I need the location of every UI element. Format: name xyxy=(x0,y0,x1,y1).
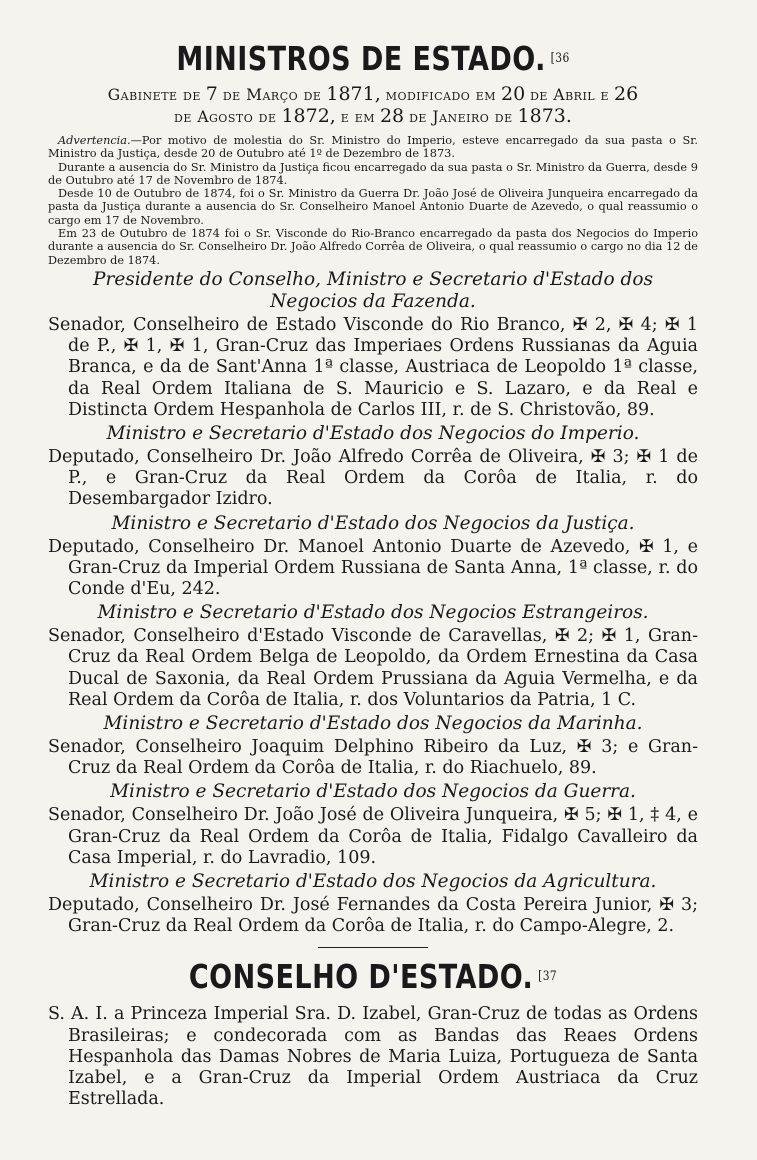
minister-entry: Deputado, Conselheiro Dr. José Fernandes da Costa Pereira Junior, ✠ 3; Gran-Cruz da Real Ordem da Corôa de Italia, r. do Campo-Alegre, 2. xyxy=(48,895,698,937)
advertencia-paragraph: Em 23 de Outubro de 1874 foi o Sr. Visconde do Rio-Branco encarregado da pasta dos Negocios do Imperio durante a ausencia do Sr. Conselheiro Dr. João Alfredo Corrêa de Oliveira, o qual reassumio o cargo no dia 12 de Dezembro de 1874. xyxy=(48,227,698,267)
ministry-title: Ministro e Secretario d'Estado dos Negocios da Marinha. xyxy=(103,713,643,735)
heading-text: MINISTROS DE ESTADO. xyxy=(176,39,546,78)
minister-entry: Senador, Conselheiro Dr. João José de Oliveira Junqueira, ✠ 5; ✠ 1, ‡ 4, e Gran-Cruz da Real Ordem da Corôa de Italia, Fidalgo Cavalleiro da Casa Imperial, r. do Lavradio, 109. xyxy=(48,805,698,868)
cabinet-number: 1872, xyxy=(281,105,336,127)
ministry-block xyxy=(48,713,698,779)
ministry-title: Ministro e Secretario d'Estado dos Negocios Estrangeiros. xyxy=(97,602,649,624)
advertencia-paragraph: Desde 10 de Outubro de 1874, foi o Sr. Ministro da Guerra Dr. João José de Oliveira Junqueira encarregado da pasta da Justiça durante a ausencia do Sr. Conselheiro Manoel Antonio Duarte de Azevedo, o qual reassumio o cargo em 17 de Novembro. xyxy=(48,187,698,227)
cabinet-text: de Abril e xyxy=(530,86,610,104)
ministry-title: Ministro e Secretario d'Estado dos Negocios da Agricultura. xyxy=(89,871,657,893)
ministry-block xyxy=(48,269,698,421)
cabinet-text: de Agosto de xyxy=(174,108,277,126)
cabinet-number: 1871, xyxy=(326,83,381,105)
ministry-title: Ministro e Secretario d'Estado dos Negocios da Justiça. xyxy=(111,512,635,534)
advertencia-paragraph: Durante a ausencia do Sr. Ministro da Justiça ficou encarregado da sua pasta o Sr. Ministro da Guerra, desde 9 de Outubro até 17 de Novembro de 1874. xyxy=(48,160,698,187)
page-reference: [37 xyxy=(538,969,558,985)
cabinet-text: de Janeiro de xyxy=(409,108,513,126)
cabinet-text: e em xyxy=(340,108,376,126)
cabinet-number: 26 xyxy=(614,83,639,105)
advertencia-text: —Por motivo de molestia do Sr. Ministro do Imperio, esteve encarregado da sua pasta o Sr. Ministro da Justiça, desde 20 de Outubro até 1º de Dezembro de 1873. xyxy=(48,134,698,161)
ministry-block xyxy=(48,602,698,711)
section-divider xyxy=(318,947,428,948)
ministry-block xyxy=(48,423,698,511)
cabinet-text: Gabinete de xyxy=(107,86,201,104)
cabinet-number: 28 xyxy=(379,105,405,127)
minister-entry: Deputado, Conselheiro Dr. Manoel Antonio Duarte de Azevedo, ✠ 1, e Gran-Cruz da Imperial Ordem Russiana de Santa Anna, 1ª classe, r. do Conde d'Eu, 242. xyxy=(48,536,698,599)
minister-entry: Senador, Conselheiro d'Estado Visconde de Caravellas, ✠ 2; ✠ 1, Gran-Cruz da Real Ordem Belga de Leopoldo, da Ordem Ernestina da Casa Ducal de Saxonia, da Real Ordem Prussiana da Aguia Vermelha, e da Real Ordem da Corôa de Italia, r. dos Voluntarios da Patria, 1 C. xyxy=(48,626,698,710)
advertencia-paragraph xyxy=(48,134,698,161)
section-heading-conselho xyxy=(107,956,640,998)
advertencia-block xyxy=(48,134,698,267)
minister-entry: Deputado, Conselheiro Dr. João Alfredo Corrêa de Oliveira, ✠ 3; ✠ 1 de P., e Gran-Cruz da Real Ordem da Corôa de Italia, r. do Desembargador Izidro. xyxy=(48,446,698,510)
ministry-block xyxy=(48,871,698,937)
ministry-block xyxy=(48,781,698,869)
ministry-list xyxy=(48,269,698,937)
cabinet-number: 1873. xyxy=(517,105,572,127)
page-reference: [36 xyxy=(550,51,570,66)
ministry-title: Presidente do Conselho, Ministro e Secretario d'Estado dos Negocios da Fazenda. xyxy=(93,268,653,312)
minister-entry: Senador, Conselheiro Joaquim Delphino Ribeiro da Luz, ✠ 3; e Gran-Cruz da Real Ordem da Corôa de Italia, r. do Riachuelo, 89. xyxy=(48,737,698,779)
advertencia-label: Advertencia. xyxy=(58,134,131,147)
heading-text: CONSELHO D'ESTADO. xyxy=(188,957,534,997)
cabinet-number: 7 xyxy=(205,83,218,105)
cabinet-text: modificado em xyxy=(385,86,497,104)
cabinet-dates xyxy=(48,84,698,128)
cabinet-number: 20 xyxy=(500,83,526,105)
ministry-title: Ministro e Secretario d'Estado dos Negocios do Imperio. xyxy=(106,422,640,444)
ministry-block xyxy=(48,513,698,601)
conselho-entry: S. A. I. a Princeza Imperial Sra. D. Izabel, Gran-Cruz de todas as Ordens Brasileiras; e condecorada com as Bandas das Reaes Ordens Hespanhola das Damas Nobres de Maria Luiza, Portugueza de Santa Izabel, e a Gran-Cruz da Imperial Ordem Austriaca da Cruz Estrellada. xyxy=(48,1004,698,1110)
cabinet-text: de Março de xyxy=(222,86,322,104)
document-page xyxy=(48,38,698,1110)
section-heading-ministros xyxy=(107,38,640,80)
ministry-title: Ministro e Secretario d'Estado dos Negocios da Guerra. xyxy=(110,781,636,803)
minister-entry: Senador, Conselheiro de Estado Visconde do Rio Branco, ✠ 2, ✠ 4; ✠ 1 de P., ✠ 1, ✠ 1, Gran-Cruz das Imperiaes Ordens Russianas da Aguia Branca, e da de Sant'Anna 1ª classe, Austriaca de Leopoldo 1ª classe, da Real Ordem Italiana de S. Mauricio e S. Lazaro, e da Real e Distincta Ordem Hespanhola de Carlos III, r. de S. Christovão, 89. xyxy=(48,314,698,420)
